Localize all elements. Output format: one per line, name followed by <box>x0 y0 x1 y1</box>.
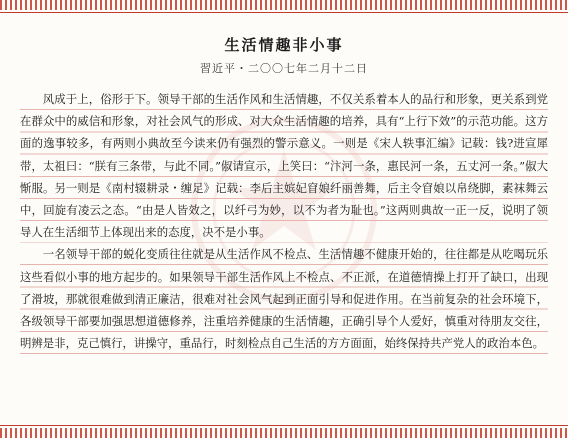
border-line-top <box>0 12 568 13</box>
byline: 習近平・二〇〇七年二月十二日 <box>200 62 368 75</box>
border-line-bottom <box>0 425 568 426</box>
decorative-border-bottom <box>0 428 568 438</box>
paragraph-1: 风成于上，俗形于下。领导干部的生活作风和生活情趣，不仅关系着本人的品行和形象，更关系到党在群众中的威信和形象，对社会风气的形成、对大众生活情趣的培养，具有“上行下效”的示范功能。这方面的逸事较多，有两则小典故至今读来仍有强烈的警示意义。一则是《宋人轶事汇编》记载：钱?进宣犀带，太祖曰：“朕有三条带，与此不同。”俶请宣示，上笑曰：“汴河一条，惠民河一条，五丈河一条。”俶大惭服。另一则是《南村辍耕录・缠足》记载：李后主嫔妃窅娘纤丽善舞，后主令窅娘以帛绕脚，素袜舞云中，回旋有凌云之态。“由是人皆效之，以纤弓为妙，以不为者为耻也。”这两则典故一正一反，说明了领导人在生活细节上体现出来的态度，决不是小事。 <box>20 88 548 243</box>
page-title: 生活情趣非小事 <box>224 36 344 54</box>
article-body <box>20 88 548 354</box>
paragraph-2: 一名领导干部的蜕化变质往往就是从生活作风不检点、生活情趣不健康开始的，往往都是从吃喝玩乐这些看似小事的地方起步的。如果领导干部生活作风上不检点、不正派，在道德情操上打开了缺口，出现了滑坡，那就很难做到清正廉洁，很难对社会风气起到正面引导和促进作用。在当前复杂的社会环境下，各级领导干部要加强思想道德修养，注重培养健康的生活情趣，正确引导个人爱好，慎重对待朋友交往，明辨是非，克己慎行，讲操守，重品行，时刻检点自己生活的方方面面，始终保持共产党人的政治本色。 <box>20 243 548 354</box>
decorative-border-top <box>0 0 568 10</box>
